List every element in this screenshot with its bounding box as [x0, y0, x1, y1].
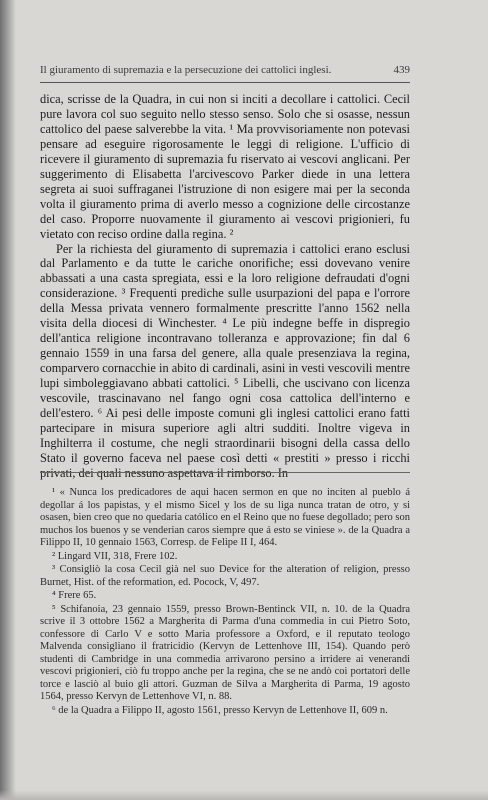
footnotes — [40, 487, 410, 718]
body-paragraph-1: dica, scrisse de la Quadra, in cui non si inciti a decollare i cattolici. Cecil pure lavora col suo seguito nello stesso senso. Solo che si osasse, nessun cattolico del paese salverebbe la vita. ¹ Ma provvisoriamente non potevasi pensare ad eseguire rigorosamente le leggi di religione. L'ufficio di ricevere il giuramento di supremazia fu riservato ai vescovi anglicani. Per suggerimento di Elisabetta l'arcivescovo Parker diede in una lettera segreta ai suoi suffraganei l'istruzione di non esigere mai per la seconda volta il giuramento prima di averlo messo a cognizione delle circostanze del caso. Proporre nuovamente il giuramento ai vescovi prigionieri, fu vietato con reciso ordine dalla regina. ² — [40, 92, 410, 241]
scan-gutter-shadow — [0, 0, 16, 800]
page-number: 439 — [393, 64, 410, 76]
running-header — [40, 64, 410, 76]
footnote-2: ² Lingard VII, 318, Frere 102. — [52, 550, 178, 562]
footnote-3: ³ Consigliò la cosa Cecil già nel suo Device for the alteration of religion, presso Burnet, Hist. of the reformation, ed. Pocock, V, 497. — [40, 564, 410, 588]
footnote-5: ⁵ Schifanoia, 23 gennaio 1559, presso Brown-Bentinck VII, n. 10. de la Quadra scrive il 3 ottobre 1562 a Margherita di Parma d'una commedia in cui Pietro Soto, confessore di Carlo V e sotto Maria professore a Oxford, e il reputato teologo Malvenda consigliano il fratricidio (Kervyn de Lettenhove III, 154). Quando però studenti di Cambridge in una commedia arrivarono persino a irridere ai venerandi vescovi prigionieri, ciò fu troppo anche per la regina, che se ne andò coi portatori delle torce e lasciò al buio gli attori. Guzman de Silva a Margherita di Parma, 19 agosto 1564, presso Kervyn de Lettenhove VI, n. 88. — [40, 603, 410, 702]
main-text — [40, 92, 410, 481]
body-paragraph-2: Per la richiesta del giuramento di supremazia i cattolici erano esclusi dal Parlamento e da tutte le cariche onorifiche; essi dovevano venire abbassati a una casta spregiata, essi e la loro religione defraudati d'ogni considerazione. ³ Frequenti prediche sulle usurpazioni del papa e l'orrore della Messa privata vennero formalmente prescritte l'anno 1562 nella visita della diocesi di Winchester. ⁴ Le più indegne beffe in dispregio dell'antica religione incontravano tolleranza e approvazione; fin dal 6 gennaio 1559 in una farsa del genere, alla quale presenziava la regina, comparvero cornacchie in abito di cardinali, asini in vesti vescovili mentre lupi simboleggiavano abbati cattolici. ⁵ Libelli, che uscivano con licenza vescovile, trascinavano nel fango ogni cosa cattolica dell'interno e dell'estero. ⁶ Ai pesi delle imposte comuni gli inglesi cattolici erano fatti partecipare in misura superiore agli altri sudditi. Inoltre vigeva in Inghilterra il costume, che negli straordinarii bisogni della cassa dello Stato il governo faceva nel paese così detti « prestiti » presso i ricchi privati, dei quali nessuno aspettava il rimborso. In — [40, 241, 410, 480]
scan-bottom-edge — [0, 790, 488, 800]
footnote-6: ⁶ de la Quadra a Filippo II, agosto 1561, presso Kervyn de Lettenhove II, 609 n. — [52, 704, 388, 716]
footnote-1: ¹ « Nunca los predicadores de aqui hacen sermon en que no inciten al pueblo á degollar á los papistas, y el mismo Sicel y los de su liga nunca tratan de otro, y si osasen, bien creo que no quedaria católico en el Reino que no fuese degollado; pero son muchos los buenos y se venderian caros siempre que á esto se viniese ». de la Quadra a Filippo II, 10 gennaio 1563, Corresp. de Felipe II I, 464. — [40, 487, 410, 548]
running-title: Il giuramento di supremazia e la persecuzione dei cattolici inglesi. — [40, 64, 332, 76]
header-rule — [40, 82, 410, 83]
footnote-rule — [40, 472, 410, 473]
footnote-4: ⁴ Frere 65. — [52, 590, 97, 601]
